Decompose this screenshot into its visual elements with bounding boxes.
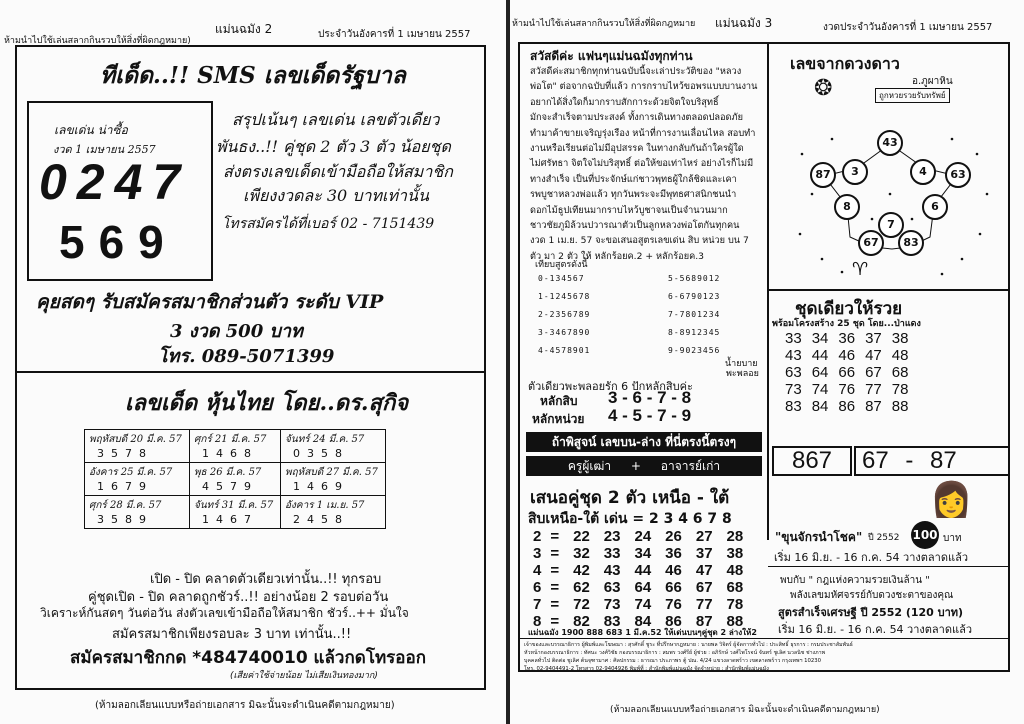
set-cell: 74 [811,381,829,398]
promo-line-4: เพียงงวดละ 30 บาทเท่านั้น [243,186,429,205]
set-cell: 38 [891,330,909,347]
sms-apply: สมัครสมาชิกกด *484740010 แล้วกดโทรออก [70,648,426,668]
promo-line-1: สรุปเน้นๆ เลขเด่น เลขตัวเดียว [232,110,440,129]
pairs-table [526,528,750,630]
set-row [780,381,913,398]
ad-divider [768,566,1010,567]
set-cell: 87 [865,398,882,415]
pairs-cell: 88 [726,613,744,630]
set-cell: 83 [785,398,802,415]
pairs-cell: 26 [665,528,682,545]
star-by: อ.ภูผาหิน [912,76,953,87]
formula-row: 5-5689012 [668,274,721,283]
set-cell: 67 [865,364,882,381]
star-divider [768,289,1010,291]
set-row [780,364,913,381]
credits-line: โทร. 02-9404491-2 โทรสาร 02-9404926 พิมพ์ที่ : สำนักพิมพ์แม่นฉมัง จัดจำหน่าย : สำนักพิมพ์แม่นฉมัง [524,666,769,672]
pairs-cell: 27 [695,528,713,545]
formula-left [538,270,590,360]
star-node: 83 [898,230,924,256]
pairs-cell: 37 [695,545,713,562]
pairs-cell: = [550,562,560,579]
star-node: 87 [810,162,836,188]
pairs-cell: 32 [573,545,590,562]
formula-label: เทียบสูตรดังนี้ [535,260,588,270]
pairs-cell: 74 [634,596,652,613]
stock-cell [281,463,386,496]
stock-nums: 1469 [293,480,349,493]
set-title: ชุดเดียวให้รวย [795,299,903,319]
banner-teachers [526,456,762,476]
ad1-price-badge: 100 [911,521,939,549]
credits-divider [520,638,1008,639]
stock-cell [189,463,280,496]
pairs-subtitle: สิบเหนือ-ใต้ เด่น = 2 3 4 6 7 8 [528,511,732,527]
promo-tel: โทรสมัครได้ที่เบอร์ 02 - 7151439 [222,216,435,232]
stock-cell [189,430,280,463]
stock-day: พฤหัสบดี 27 มี.ค. 57 [285,467,378,478]
set-cell: 86 [838,398,856,415]
pairs-cell: 77 [695,596,713,613]
credits-line: บุคคลทั่วไป ติดต่อ ชูเลิศ ต้นจุฑามาศ : ศิลปกรรม : ธารณา ประภาพร ตู้ ปณ. 4/24 แขวงลาดพร้าว เขตลาดพร้าว กรุงเทพฯ 10230 [524,658,821,664]
vip-tel: โทร. 089-5071399 [158,346,335,367]
pairs-cell: 83 [603,613,621,630]
pairs-cell: 4 [533,562,542,579]
set-cell: 64 [811,364,829,381]
pairs-row [526,545,750,562]
stock-cell [85,430,190,463]
star-title: เลขจากดวงดาว [790,54,900,73]
signature-1: น้ำยบาย [725,359,758,369]
pairs-cell: 34 [634,545,652,562]
set-cell: 76 [838,381,856,398]
right-header-title: แม่นฉมัง 3 [715,16,773,30]
star-diagram [772,44,1008,289]
units-value: 4 - 5 - 7 - 9 [608,406,692,425]
single-title: ตัวเดียวพะพลอยรัก 6 ปักหลักสิบค่ะ [528,380,693,393]
stock-day: ศุกร์ 21 มี.ค. 57 [193,434,267,445]
pairs-cell: 87 [695,613,713,630]
pairs-cell: 6 [533,579,542,596]
credits-line: หัวหน้ากองบรรณาธิการ : ทัศนะ วงศ์วิชัย กองบรรณาธิการ : สมพร วงศ์รีย์ ผู้ช่วย : อภิรักษ์ วงศ์ไพโรจน์ จันทร์ ชูเลิศ นวลนิช ช่างภาพ [524,650,826,656]
set-cell: 84 [811,398,829,415]
banner-teacher-old: ครูผู้เฒ่า [567,459,612,473]
pairs-cell: 84 [634,613,652,630]
stock-nums: 4579 [201,480,258,493]
set-cell: 68 [891,364,909,381]
pairs-cell: 2 [533,528,542,545]
pairs-cell: = [550,613,560,630]
set-cell: 63 [785,364,802,381]
pairs-cell: 86 [665,613,682,630]
lucky-number-card [27,101,213,281]
ad1-title: "ขุนจักรนำโชค" [775,530,863,544]
pairs-cell: 73 [603,596,621,613]
pairs-cell: 33 [603,545,621,562]
credits-line: เจ้าของและบรรณาธิการ ผู้พิมพ์และโฆษณา : สุรศักดิ์ ชูระ ที่ปรึกษากฎหมาย : นายพล วิจิตร์ ผู้จัดการทั่วไป : ประสิทธิ์ ธุรการ : กรมประชาสัมพันธ์ [524,642,853,648]
pairs-row [526,528,750,545]
set-cell: 88 [891,398,909,415]
left-header-warning: ห้ามนำไปใช้เล่นสลากกินรวบให้สิ่งที่ผิดกฎหมาย) [4,36,191,46]
credits [524,641,853,673]
article-line: พ่อโต" ต่อจากฉบับที่แล้ว การกราบไหว้ขอพรแบบบานงาน [530,81,758,93]
pairs-cell: = [550,596,560,613]
set-cell: 47 [865,347,882,364]
pairs-cell: 42 [573,562,590,579]
article-line: อยากได้สิ่งใดก็มากราบสักการะด้วยจิตใจบริสุทธิ์ [530,96,719,108]
deity-emblem-icon: ❂ [814,76,833,101]
pairs-cell: 47 [695,562,713,579]
star-node: 43 [877,130,903,156]
pairs-cell: 36 [665,545,682,562]
set-cell: 36 [838,330,856,347]
stock-cell [85,463,190,496]
star-tag: ถูกหวยรวยรับทรัพย์ [875,88,950,103]
promo-line-2: พันธง..!! คู่ชุด 2 ตัว 3 ตัว น้อยชุด [216,137,451,156]
pairs-cell: 43 [603,562,621,579]
stock-day: พุธ 26 มี.ค. 57 [193,467,262,478]
set-cell: 44 [811,347,829,364]
article-line: ชาวชัยภูมิล้วนปวารณาตัวเป็นลูกหลวงพ่อโตกันทุกคน [530,220,740,232]
set-cell: 77 [865,381,882,398]
banner-plus: + [630,459,641,473]
article-line: ตัว มา 2 ตัว ให้ หลักร้อยค.2 + หลักร้อยค.3 [530,250,704,262]
woman-illustration-icon: 👩 [930,480,973,520]
card-number-2: 569 [59,216,178,268]
stock-nums: 1679 [97,480,153,493]
formula-row: 3-3467890 [538,328,591,337]
article-line: ทำมาค้าขายเจริญรุ่งเรือง หน้าที่การงานเลื่อนไหล สอบทำ [530,127,756,139]
ad2-line2: พลังเลขมหัศจรรย์กับดวงชะตาของคุณ [790,590,954,601]
set-cell: 46 [838,347,856,364]
pairs-row [526,562,750,579]
star-node: 8 [834,194,860,220]
set-cell: 66 [838,364,856,381]
ad2-line3: สูตรสำเร็จเศรษฐี ปี 2552 (120 บาท) [778,606,964,619]
tens-label: หลักสิบ [540,394,578,408]
pairs-cell: 72 [573,596,590,613]
set-row [780,330,913,347]
pairs-cell: 62 [573,579,590,596]
article-body [530,64,762,264]
right-footer: (ห้ามลอกเลียนแบบหรือถ่ายเอกสาร มิฉะนั้นจะดำเนินคดีตามกฎหมาย) [610,705,880,715]
left-header-date: ประจำวันอังคารที่ 1 เมษายน 2557 [318,29,471,40]
formula-row: 2-2356789 [538,310,591,319]
formula-row: 0-134567 [538,274,585,283]
pairs-row [526,596,750,613]
pairs-cell: 8 [533,613,542,630]
pairs-cell: 68 [726,579,744,596]
pairs-cell: 63 [603,579,621,596]
sms-note: (เสียค่าใช้จ่ายน้อย ไม่เสียเงินทองมาก) [230,671,378,681]
stock-nums: 1467 [201,513,258,526]
right-header-warning: ห้ามนำไปใช้เล่นสลากกินรวบให้สิ่งที่ผิดกฎหมาย [512,19,696,29]
star-dots [799,138,989,276]
set-table [780,330,913,415]
star-node: 3 [842,159,868,185]
stock-nums: 3578 [97,447,153,460]
sms-title: ทีเด็ด..!! SMS เลขเด็ดรัฐบาล [100,62,406,89]
signature-2: พะพลอย [726,369,759,379]
pairs-cell: 23 [603,528,621,545]
formula-row: 8-8912345 [668,328,721,337]
stock-cell [189,496,280,529]
bottom-line-2: คู่ชุดเปิด - ปิด คลาดถูกชัวร์..!! อย่างน้อย 2 รอบต่อวัน [88,590,389,605]
star-node: 63 [945,162,971,188]
banner-prove: ถ้าพิสูจน์ เลขบน-ล่าง ที่นี่ตรงนี้ตรงๆ [526,432,762,452]
left-header-title: แม่นฉมัง 2 [215,22,273,36]
stock-day: จันทร์ 24 มี.ค. 57 [285,434,365,445]
set-row [780,398,913,415]
greeting-title: สวัสดีค่ะ แฟนๆแม่นฉมังทุกท่าน [530,49,693,63]
pairs-cell: 66 [665,579,682,596]
pairs-title: เสนอคู่ชุด 2 ตัว เหนือ - ใต้ [530,488,730,508]
pairs-cell: 24 [634,528,652,545]
article-line: งานหรือเรียนต่อไม่มีอุปสรรค ในทางกลับกันถ้าใครผู้ใด [530,143,744,155]
right-page [510,0,1024,724]
tens-value: 3 - 6 - 7 - 8 [608,388,692,407]
set-cell: 34 [811,330,829,347]
article-line: งวด 1 เม.ย. 57 จะขอเสนอสูตรเลขเด่น สิบ หน่วย บน 7 [530,235,749,247]
bottom-line-4: สมัครสมาชิกเพียงรอบละ 3 บาท เท่านั้น..!! [112,627,352,642]
pairs-cell: 64 [634,579,652,596]
stock-day: ศุกร์ 28 มี.ค. 57 [89,500,162,511]
promo-line-3: ส่งตรงเลขเด็ดเข้ามือถือให้สมาชิก [223,162,453,181]
formula-row: 7-7801234 [668,310,721,319]
pairs-cell: 46 [665,562,682,579]
banner-teacher-old2: อาจารย์เก่า [660,459,721,473]
pairs-cell: 67 [695,579,713,596]
star-node: 6 [922,194,948,220]
pairs-cell: = [550,528,560,545]
pairs-cell: = [550,545,560,562]
stock-nums: 3589 [97,513,153,526]
stock-day: จันทร์ 31 มี.ค. 57 [193,500,274,511]
bottom-line-3: วิเคราะห์กันสดๆ วันต่อวัน ส่งตัวเลขเข้ามือถือให้สมาชิก ชัวร์..++ มั่นใจ [40,606,409,620]
ad2-line1: พบกับ " กฎแห่งความรวยเงินล้าน " [780,575,930,586]
article-line: ไม่ศรัทธา จิตใจไม่บริสุทธิ์ ต่อให้ขอเท่าไหร่ อย่างไรก็ไม่มี [530,158,754,170]
pairs-cell: = [550,579,560,596]
pairs-cell: 28 [726,528,744,545]
boxed-three-digit: 867 [772,446,852,476]
article-line: ดอกไม้ธูปเทียนมากราบไหว้บูชาจนเป็นจำนวนมาก [530,204,728,216]
pairs-cell: 82 [573,613,590,630]
boxed-two-c: 87 [930,447,957,474]
boxed-two-digit [854,446,1010,476]
set-cell: 37 [865,330,882,347]
stock-nums: 2458 [293,513,349,526]
left-footer: (ห้ามลอกเลียนแบบหรือถ่ายเอกสาร มิฉะนั้นจะดำเนินคดีตามกฎหมาย) [95,700,395,711]
pairs-cell: 44 [634,562,652,579]
stock-cell [85,496,190,529]
pairs-cell: 3 [533,545,542,562]
set-cell: 43 [785,347,802,364]
ad1-unit: บาท [943,533,962,544]
stock-nums: 0358 [293,447,349,460]
set-cell: 78 [891,381,909,398]
ad2-line4: เริ่ม 16 มิ.ย. - 16 ก.ค. 54 วางตลาดแล้ว [778,623,972,636]
pairs-row [526,579,750,596]
set-row [780,347,913,364]
stock-cell [281,430,386,463]
card-number-1: 0247 [39,154,191,210]
stock-day: อังคาร 1 เม.ย. 57 [285,500,365,511]
stock-day: อังคาร 25 มี.ค. 57 [89,467,173,478]
formula-row: 9-9023456 [668,346,721,355]
card-line2: งวด 1 เมษายน 2557 [53,143,156,156]
set-cell: 73 [785,381,802,398]
stock-cell [281,496,386,529]
pairs-cell: 78 [726,596,744,613]
left-divider [16,371,485,373]
boxed-two-a: 67 [862,447,889,474]
star-panel [772,44,1008,289]
article-line: สวัสดีค่ะสมาชิกทุกท่านฉบับนี้จะเล่าประวัติของ "หลวง [530,66,742,77]
set-cell: 48 [891,347,909,364]
formula-right [668,270,720,360]
stock-title: เลขเด็ด หุ้นไทย โดย..ดร.สุกิจ [125,390,409,416]
column-divider [767,43,769,540]
pairs-cell: 48 [726,562,744,579]
hotline: แม่นฉมัง 1900 888 683 1 มี.ค.52 ให้เด่นบนๆคู่ชุด 2 ล่างให้2 [528,628,757,637]
pairs-cell: 7 [533,596,542,613]
pairs-cell: 76 [665,596,682,613]
vip-line: คุยสดๆ รับสมัครสมาชิกส่วนตัว ระดับ VIP [36,291,384,313]
bottom-line-1: เปิด - ปิด คลาดตัวเดียวเท่านั้น..!! ทุกรอบ [150,572,382,587]
vip-price: 3 งวด 500 บาท [170,321,303,342]
article-line: มักจะสำเร็จตามประสงค์ ทั้งการเดินทางตลอดปลอดภัย [530,112,743,124]
formula-row: 1-1245678 [538,292,591,301]
zodiac-icon: ♈ [852,259,869,280]
boxed-sep: - [905,447,914,474]
ad1-year: ปี 2552 [868,533,900,543]
set-subtitle: พร้อมโครงสร้าง 25 ชุด โดย...ป่าแดง [772,319,921,329]
star-node: 4 [910,159,936,185]
left-page [0,0,506,724]
pairs-cell: 22 [573,528,590,545]
star-node: 7 [878,212,904,238]
stock-table [84,429,386,529]
right-header-date: งวดประจำวันอังคารที่ 1 เมษายน 2557 [823,22,993,33]
card-line1: เลขเด่น น่าซื้อ [54,123,128,137]
units-label: หลักหน่วย [532,412,585,426]
ad1-dates: เริ่ม 16 มิ.ย. - 16 ก.ค. 54 วางตลาดแล้ว [774,551,968,564]
formula-row: 4-4578901 [538,346,591,355]
pairs-cell: 38 [726,545,744,562]
set-cell: 33 [785,330,802,347]
stock-day: พฤหัสบดี 20 มี.ค. 57 [89,434,182,445]
star-node: 67 [858,230,884,256]
stock-nums: 1468 [201,447,258,460]
article-line: รพบูชาหลวงพ่อแล้ว ทุกวันพระจะมีพุทธศาสนิกชนนำ [530,189,737,201]
article-line: ทางสำเร็จ เป็นที่ประจักษ์แก่ชาวพุทธผู้ใกล้ชิดและเคา [530,173,737,185]
formula-row: 6-6790123 [668,292,721,301]
